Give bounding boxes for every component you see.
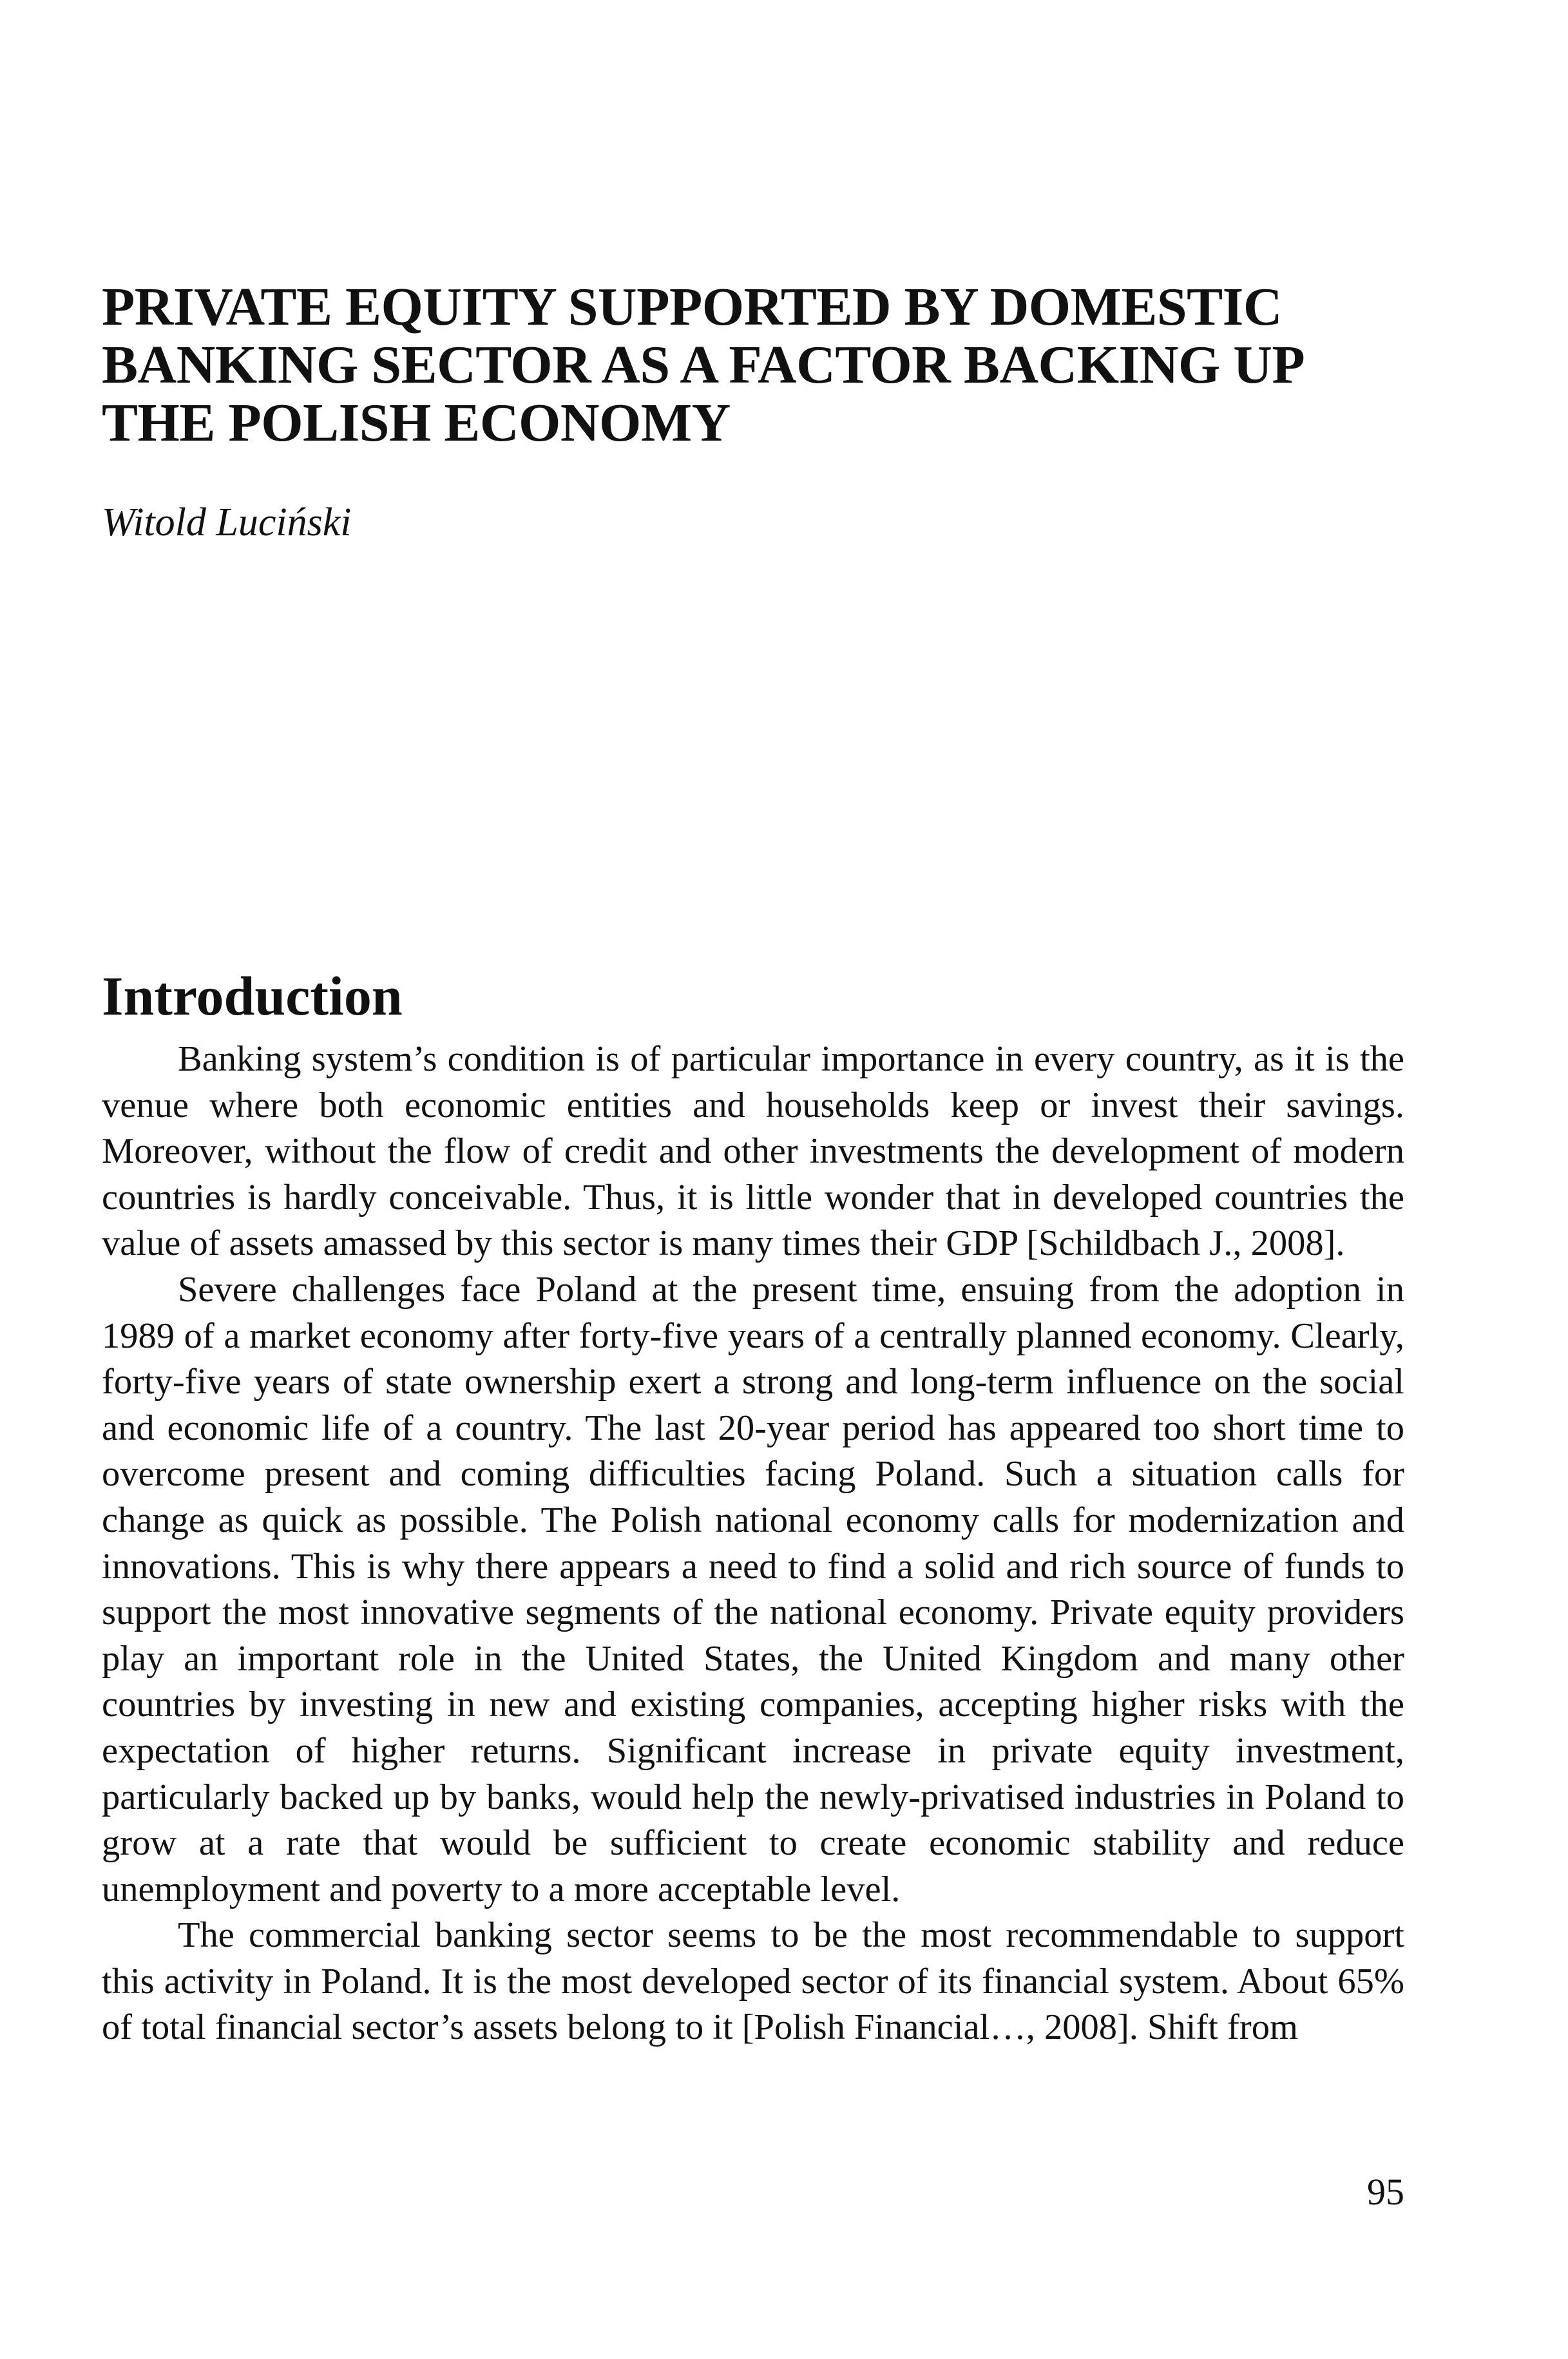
title-line-2: BANKING SECTOR AS A FACTOR BACKING UP [102,335,1305,395]
paper-title [102,278,1390,452]
paragraph-1: Banking system’s condition is of particular importance in every country, as it is the venue where both economic entities and households keep or invest their savings. Moreover, without the flow of credit and other investments the development of modern countries is hardly conceivable. Thus, it is little wonder that in developed countries the value of assets amassed by this sector is many times their GDP [Schildbach J., 2008]. [102,1039,1404,1264]
paragraph-2: Severe challenges face Poland at the present time, ensuing from the adoption in 1989 of a market economy after forty-five years of a centrally planned economy. Clearly, forty-five years of state ownership exert a strong and long-term influence on the social and economic life of a country. The last 20-year period has appeared too short time to overcome present and coming difficulties facing Poland. Such a situation calls for change as quick as possible. The Polish national economy calls for modernization and innovations. This is why there appears a need to find a solid and rich source of funds to support the most innovative segments of the national economy. Private equity providers play an important role in the United States, the United Kingdom and many other countries by investing in new and existing companies, accepting higher risks with the expectation of higher returns. Significant increase in private equity investment, particularly backed up by banks, would help the newly-privatised industries in Poland to grow at a rate that would be sufficient to create economic stability and reduce unemployment and poverty to a more acceptable level. [102,1269,1404,1909]
author-name: Witold Luciński [102,501,352,544]
title-line-1: PRIVATE EQUITY SUPPORTED BY DOMESTIC [102,277,1283,337]
section-heading-introduction: Introduction [102,965,403,1027]
page-number: 95 [1367,2171,1404,2213]
paragraph-3: The commercial banking sector seems to be the most recommendable to support this activity in Poland. It is the most developed sector of its financial system. About 65% of total financial sector’s assets belong to it [Polish Financial…, 2008]. Shift from [102,1915,1404,2048]
body-text [102,1036,1404,2051]
title-line-3: THE POLISH ECONOMY [102,393,731,453]
